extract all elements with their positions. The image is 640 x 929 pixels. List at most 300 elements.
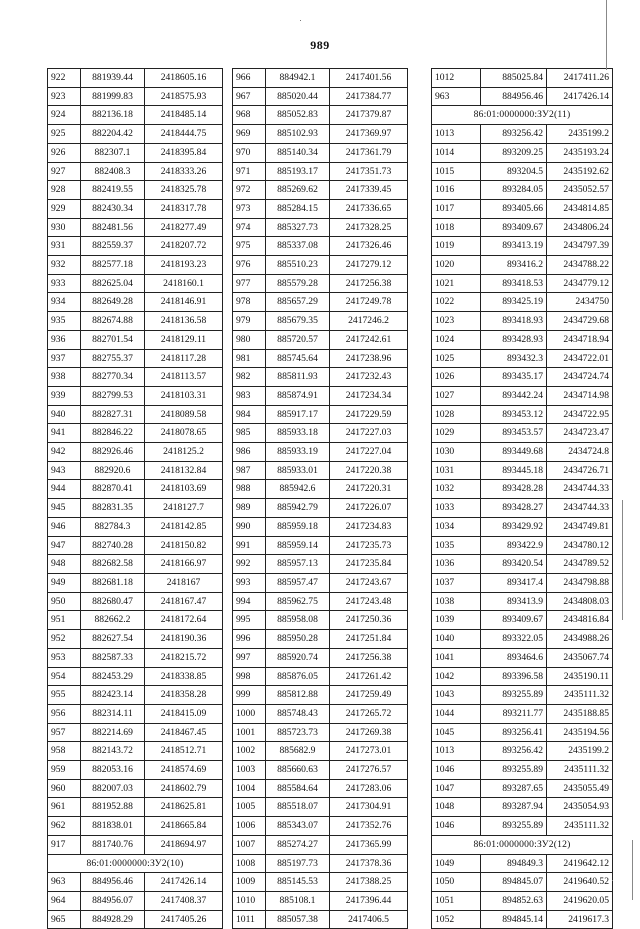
table-row (432, 686, 613, 705)
point-number: 979 (233, 312, 266, 331)
point-number: 1017 (432, 199, 481, 218)
table-row (432, 798, 613, 817)
y-coordinate: 2434722.01 (547, 349, 613, 368)
point-number: 1046 (432, 817, 481, 836)
table-row (432, 256, 613, 275)
y-coordinate: 2417261.42 (330, 667, 408, 686)
table-row (432, 555, 613, 574)
point-number: 959 (48, 761, 81, 780)
section-header: 86:01:0000000:ЗУ2(12) (432, 835, 613, 854)
x-coordinate: 893322.05 (481, 630, 547, 649)
point-number: 981 (233, 349, 266, 368)
x-coordinate: 882827.31 (81, 405, 145, 424)
x-coordinate: 885584.64 (266, 779, 330, 798)
point-number: 980 (233, 330, 266, 349)
point-number: 1018 (432, 218, 481, 237)
table-row (233, 274, 408, 293)
y-coordinate: 2435194.56 (547, 723, 613, 742)
table-row (48, 274, 223, 293)
y-coordinate: 2417242.61 (330, 330, 408, 349)
point-number: 945 (48, 499, 81, 518)
table-row (432, 611, 613, 630)
y-coordinate: 2419617.3 (547, 910, 613, 929)
table-row (233, 461, 408, 480)
x-coordinate: 882627.54 (81, 630, 145, 649)
x-coordinate: 882214.69 (81, 723, 145, 742)
x-coordinate: 882423.14 (81, 686, 145, 705)
table-row (233, 779, 408, 798)
point-number: 1010 (233, 891, 266, 910)
table-row (233, 667, 408, 686)
table-row (233, 854, 408, 873)
y-coordinate: 2418117.28 (145, 349, 223, 368)
point-number: 958 (48, 742, 81, 761)
y-coordinate: 2418575.93 (145, 87, 223, 106)
x-coordinate: 882559.37 (81, 237, 145, 256)
point-number: 965 (48, 910, 81, 929)
table-row (233, 218, 408, 237)
point-number: 1021 (432, 274, 481, 293)
scan-edge-mark (622, 500, 623, 620)
x-coordinate: 885920.74 (266, 648, 330, 667)
y-coordinate: 2418277.49 (145, 218, 223, 237)
y-coordinate: 2417250.36 (330, 611, 408, 630)
y-coordinate: 2419620.05 (547, 891, 613, 910)
y-coordinate: 2418333.26 (145, 162, 223, 181)
y-coordinate: 2417243.48 (330, 592, 408, 611)
table-row (432, 873, 613, 892)
x-coordinate: 893428.27 (481, 499, 547, 518)
x-coordinate: 893429.92 (481, 517, 547, 536)
point-number: 1022 (432, 293, 481, 312)
point-number: 950 (48, 592, 81, 611)
point-number: 978 (233, 293, 266, 312)
x-coordinate: 893418.53 (481, 274, 547, 293)
point-number: 922 (48, 69, 81, 88)
table-row (432, 349, 613, 368)
x-coordinate: 885957.13 (266, 555, 330, 574)
y-coordinate: 2418605.16 (145, 69, 223, 88)
point-number: 972 (233, 181, 266, 200)
point-number: 1025 (432, 349, 481, 368)
x-coordinate: 885811.93 (266, 368, 330, 387)
y-coordinate: 2418207.72 (145, 237, 223, 256)
table-row (432, 742, 613, 761)
table-row (48, 424, 223, 443)
point-number: 982 (233, 368, 266, 387)
y-coordinate: 2435188.85 (547, 704, 613, 723)
table-row (432, 461, 613, 480)
coordinates-table-right (431, 68, 613, 929)
point-number: 984 (233, 405, 266, 424)
y-coordinate: 2418167.47 (145, 592, 223, 611)
y-coordinate: 2417283.06 (330, 779, 408, 798)
table-row (233, 405, 408, 424)
x-coordinate: 882682.58 (81, 555, 145, 574)
table-row (432, 536, 613, 555)
table-row (432, 162, 613, 181)
table-row (432, 779, 613, 798)
x-coordinate: 885102.93 (266, 125, 330, 144)
table-row (233, 910, 408, 929)
x-coordinate: 885933.01 (266, 461, 330, 480)
y-coordinate: 2418167 (145, 573, 223, 592)
x-coordinate: 893422.9 (481, 536, 547, 555)
y-coordinate: 2417406.5 (330, 910, 408, 929)
table-row (48, 368, 223, 387)
y-coordinate: 2417246.2 (330, 312, 408, 331)
y-coordinate: 2435054.93 (547, 798, 613, 817)
table-row (48, 106, 223, 125)
y-coordinate: 2435067.74 (547, 648, 613, 667)
x-coordinate: 881999.83 (81, 87, 145, 106)
table-row (233, 704, 408, 723)
x-coordinate: 893435.17 (481, 368, 547, 387)
x-coordinate: 893420.54 (481, 555, 547, 574)
point-number: 1044 (432, 704, 481, 723)
point-number: 1013 (432, 125, 481, 144)
table-row (432, 218, 613, 237)
x-coordinate: 882674.88 (81, 312, 145, 331)
table-row (48, 218, 223, 237)
table-row (432, 181, 613, 200)
section-header-row (432, 835, 613, 854)
table-row (48, 199, 223, 218)
point-number: 1032 (432, 480, 481, 499)
y-coordinate: 2434714.98 (547, 386, 613, 405)
y-coordinate: 2417388.25 (330, 873, 408, 892)
x-coordinate: 885933.19 (266, 443, 330, 462)
y-coordinate: 2418136.58 (145, 312, 223, 331)
point-number: 949 (48, 573, 81, 592)
x-coordinate: 894849.3 (481, 854, 547, 873)
x-coordinate: 885343.07 (266, 817, 330, 836)
y-coordinate: 2418325.78 (145, 181, 223, 200)
table-row (432, 630, 613, 649)
x-coordinate: 885959.14 (266, 536, 330, 555)
x-coordinate: 885933.18 (266, 424, 330, 443)
x-coordinate: 882926.46 (81, 443, 145, 462)
table-row (432, 424, 613, 443)
y-coordinate: 2418150.82 (145, 536, 223, 555)
x-coordinate: 885337.08 (266, 237, 330, 256)
point-number: 1050 (432, 873, 481, 892)
y-coordinate: 2434726.71 (547, 461, 613, 480)
x-coordinate: 885745.64 (266, 349, 330, 368)
coordinates-table-left (47, 68, 223, 929)
y-coordinate: 2417405.26 (145, 910, 223, 929)
y-coordinate: 2417384.77 (330, 87, 408, 106)
x-coordinate: 893416.2 (481, 256, 547, 275)
point-number: 1037 (432, 573, 481, 592)
x-coordinate: 893417.4 (481, 573, 547, 592)
point-number: 1024 (432, 330, 481, 349)
y-coordinate: 2417336.65 (330, 199, 408, 218)
y-coordinate: 2417426.14 (145, 873, 223, 892)
x-coordinate: 893284.05 (481, 181, 547, 200)
x-coordinate: 885874.91 (266, 386, 330, 405)
x-coordinate: 893396.58 (481, 667, 547, 686)
point-number: 934 (48, 293, 81, 312)
y-coordinate: 2434797.39 (547, 237, 613, 256)
y-coordinate: 2417220.31 (330, 480, 408, 499)
point-number: 1048 (432, 798, 481, 817)
point-number: 925 (48, 125, 81, 144)
point-number: 962 (48, 817, 81, 836)
x-coordinate: 885679.35 (266, 312, 330, 331)
table-row (48, 499, 223, 518)
x-coordinate: 885145.53 (266, 873, 330, 892)
y-coordinate: 2417234.34 (330, 386, 408, 405)
y-coordinate: 2418127.7 (145, 499, 223, 518)
y-coordinate: 2418665.84 (145, 817, 223, 836)
x-coordinate: 885962.75 (266, 592, 330, 611)
x-coordinate: 885274.27 (266, 835, 330, 854)
y-coordinate: 2417426.14 (547, 87, 613, 106)
point-number: 928 (48, 181, 81, 200)
point-number: 917 (48, 835, 81, 854)
point-number: 932 (48, 256, 81, 275)
table-row (233, 312, 408, 331)
x-coordinate: 882755.37 (81, 349, 145, 368)
x-coordinate: 885025.84 (481, 69, 547, 88)
y-coordinate: 2435111.32 (547, 817, 613, 836)
x-coordinate: 882625.04 (81, 274, 145, 293)
point-number: 1045 (432, 723, 481, 742)
x-coordinate: 882577.18 (81, 256, 145, 275)
point-number: 968 (233, 106, 266, 125)
y-coordinate: 2417227.03 (330, 424, 408, 443)
y-coordinate: 2417226.07 (330, 499, 408, 518)
point-number: 999 (233, 686, 266, 705)
x-coordinate: 893418.93 (481, 312, 547, 331)
x-coordinate: 881838.01 (81, 817, 145, 836)
x-coordinate: 882136.18 (81, 106, 145, 125)
x-coordinate: 893425.19 (481, 293, 547, 312)
table-row (432, 386, 613, 405)
point-number: 952 (48, 630, 81, 649)
x-coordinate: 885052.83 (266, 106, 330, 125)
table-row (233, 143, 408, 162)
table-row (48, 480, 223, 499)
point-number: 967 (233, 87, 266, 106)
point-number: 929 (48, 199, 81, 218)
table-row (48, 312, 223, 331)
x-coordinate: 885518.07 (266, 798, 330, 817)
table-row (48, 630, 223, 649)
table-row (233, 742, 408, 761)
coordinates-table (232, 68, 408, 929)
point-number: 985 (233, 424, 266, 443)
table-row (48, 891, 223, 910)
y-coordinate: 2435055.49 (547, 779, 613, 798)
point-number: 935 (48, 312, 81, 331)
y-coordinate: 2417256.38 (330, 648, 408, 667)
y-coordinate: 2434744.33 (547, 499, 613, 518)
table-row (48, 330, 223, 349)
x-coordinate: 882430.34 (81, 199, 145, 218)
table-row (432, 293, 613, 312)
point-number: 1042 (432, 667, 481, 686)
point-number: 1013 (432, 742, 481, 761)
y-coordinate: 2417259.49 (330, 686, 408, 705)
x-coordinate: 885942.79 (266, 499, 330, 518)
x-coordinate: 882846.22 (81, 424, 145, 443)
point-number: 941 (48, 424, 81, 443)
table-row (48, 835, 223, 854)
x-coordinate: 882419.55 (81, 181, 145, 200)
table-row (48, 256, 223, 275)
table-row (432, 237, 613, 256)
table-row (48, 162, 223, 181)
y-coordinate: 2434988.26 (547, 630, 613, 649)
table-row (233, 761, 408, 780)
x-coordinate: 893287.65 (481, 779, 547, 798)
y-coordinate: 2434788.22 (547, 256, 613, 275)
x-coordinate: 893428.28 (481, 480, 547, 499)
y-coordinate: 2417276.57 (330, 761, 408, 780)
point-number: 947 (48, 536, 81, 555)
x-coordinate: 885510.23 (266, 256, 330, 275)
table-row (233, 424, 408, 443)
y-coordinate: 2434808.03 (547, 592, 613, 611)
x-coordinate: 885958.08 (266, 611, 330, 630)
x-coordinate: 882204.42 (81, 125, 145, 144)
table-row (432, 592, 613, 611)
y-coordinate: 2418317.78 (145, 199, 223, 218)
table-row (48, 87, 223, 106)
x-coordinate: 882784.3 (81, 517, 145, 536)
table-row (432, 910, 613, 929)
point-number: 996 (233, 630, 266, 649)
x-coordinate: 882007.03 (81, 779, 145, 798)
point-number: 938 (48, 368, 81, 387)
section-header-row (48, 854, 223, 873)
point-number: 994 (233, 592, 266, 611)
table-row (48, 405, 223, 424)
y-coordinate: 2435199.2 (547, 742, 613, 761)
table-row (48, 761, 223, 780)
x-coordinate: 893453.57 (481, 424, 547, 443)
point-number: 976 (233, 256, 266, 275)
table-row (48, 648, 223, 667)
y-coordinate: 2417235.84 (330, 555, 408, 574)
point-number: 942 (48, 443, 81, 462)
y-coordinate: 2419640.52 (547, 873, 613, 892)
table-row (233, 349, 408, 368)
y-coordinate: 2417234.83 (330, 517, 408, 536)
point-number: 1027 (432, 386, 481, 405)
x-coordinate: 894852.63 (481, 891, 547, 910)
y-coordinate: 2417352.76 (330, 817, 408, 836)
point-number: 1009 (233, 873, 266, 892)
point-number: 963 (432, 87, 481, 106)
x-coordinate: 882587.33 (81, 648, 145, 667)
x-coordinate: 885108.1 (266, 891, 330, 910)
y-coordinate: 2417251.84 (330, 630, 408, 649)
table-row (48, 779, 223, 798)
y-coordinate: 2417235.73 (330, 536, 408, 555)
y-coordinate: 2434724.74 (547, 368, 613, 387)
point-number: 1004 (233, 779, 266, 798)
point-number: 1015 (432, 162, 481, 181)
y-coordinate: 2434722.95 (547, 405, 613, 424)
x-coordinate: 885140.34 (266, 143, 330, 162)
y-coordinate: 2418103.31 (145, 386, 223, 405)
table-row (48, 742, 223, 761)
y-coordinate: 2418694.97 (145, 835, 223, 854)
point-number: 924 (48, 106, 81, 125)
x-coordinate: 885720.57 (266, 330, 330, 349)
y-coordinate: 2418602.79 (145, 779, 223, 798)
point-number: 943 (48, 461, 81, 480)
point-number: 987 (233, 461, 266, 480)
scan-edge-mark (606, 0, 607, 70)
point-number: 944 (48, 480, 81, 499)
point-number: 961 (48, 798, 81, 817)
point-number: 931 (48, 237, 81, 256)
x-coordinate: 893464.6 (481, 648, 547, 667)
point-number: 974 (233, 218, 266, 237)
table-row (432, 405, 613, 424)
point-number: 954 (48, 667, 81, 686)
table-row (233, 723, 408, 742)
y-coordinate: 2435192.62 (547, 162, 613, 181)
x-coordinate: 893445.18 (481, 461, 547, 480)
section-header: 86:01:0000000:ЗУ2(11) (432, 106, 613, 125)
x-coordinate: 882662.2 (81, 611, 145, 630)
x-coordinate: 882143.72 (81, 742, 145, 761)
point-number: 955 (48, 686, 81, 705)
table-row (233, 181, 408, 200)
table-row (233, 817, 408, 836)
table-row (233, 368, 408, 387)
table-row (48, 723, 223, 742)
point-number: 997 (233, 648, 266, 667)
point-number: 1033 (432, 499, 481, 518)
table-row (233, 573, 408, 592)
table-row (432, 330, 613, 349)
x-coordinate: 885284.15 (266, 199, 330, 218)
table-row (432, 443, 613, 462)
point-number: 992 (233, 555, 266, 574)
x-coordinate: 885657.29 (266, 293, 330, 312)
y-coordinate: 2418574.69 (145, 761, 223, 780)
x-coordinate: 893428.93 (481, 330, 547, 349)
y-coordinate: 2417265.72 (330, 704, 408, 723)
y-coordinate: 2418358.28 (145, 686, 223, 705)
x-coordinate: 882053.16 (81, 761, 145, 780)
table-row (233, 162, 408, 181)
x-coordinate: 885682.9 (266, 742, 330, 761)
table-row (432, 480, 613, 499)
table-row (233, 592, 408, 611)
point-number: 977 (233, 274, 266, 293)
x-coordinate: 885020.44 (266, 87, 330, 106)
x-coordinate: 893442.24 (481, 386, 547, 405)
x-coordinate: 885197.73 (266, 854, 330, 873)
y-coordinate: 2434718.94 (547, 330, 613, 349)
x-coordinate: 882649.28 (81, 293, 145, 312)
table-row (233, 69, 408, 88)
y-coordinate: 2418190.36 (145, 630, 223, 649)
x-coordinate: 884956.46 (481, 87, 547, 106)
point-number: 1036 (432, 555, 481, 574)
y-coordinate: 2417408.37 (145, 891, 223, 910)
y-coordinate: 2434806.24 (547, 218, 613, 237)
table-row (432, 125, 613, 144)
table-row (432, 274, 613, 293)
